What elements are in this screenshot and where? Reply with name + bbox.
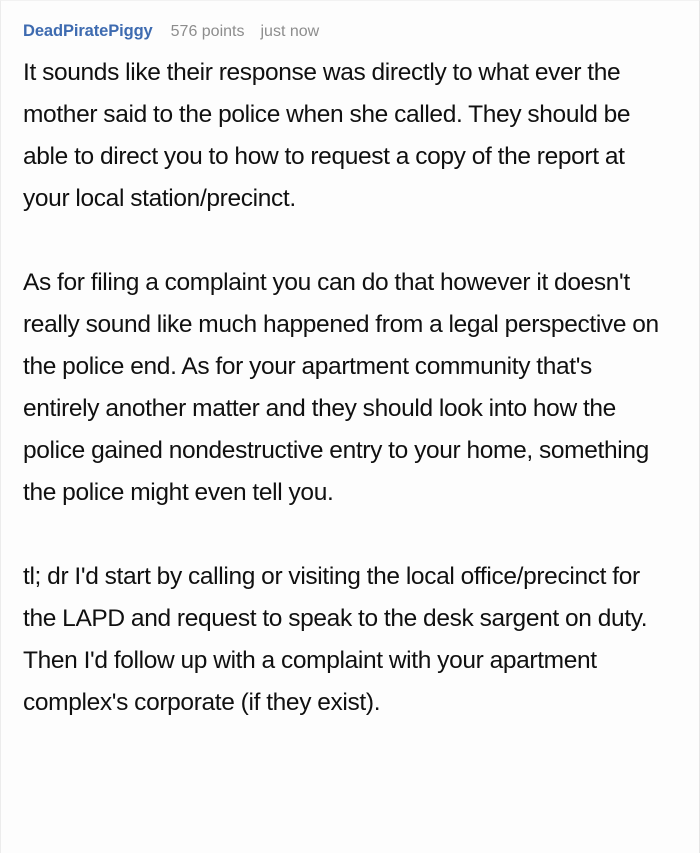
comment-score: 576 points: [170, 23, 245, 40]
comment-timestamp: just now: [260, 23, 320, 40]
comment-paragraph: As for filing a complaint you can do that however it doesn't really sound like much happened from a legal perspective on the police end. As for your apartment community that's entirely another matter and they should look into how the police gained nondestructive entry to your home, something the police might even tell you.: [23, 269, 659, 506]
comment-paragraph: It sounds like their response was directly to what ever the mother said to the police when she called. They should be able to direct you to how to request a copy of the report at your local station/precinct.: [23, 59, 631, 212]
comment-meta-row: [23, 22, 679, 44]
comment-body: [23, 52, 679, 724]
comment-author-link[interactable]: DeadPiratePiggy: [23, 22, 153, 40]
comment-paragraph: tl; dr I'd start by calling or visiting the local office/precinct for the LAPD and request to speak to the desk sargent on duty. Then I'd follow up with a complaint with your apartment complex's corporate (if they exist).: [23, 563, 648, 716]
comment-inner: [1, 1, 699, 724]
